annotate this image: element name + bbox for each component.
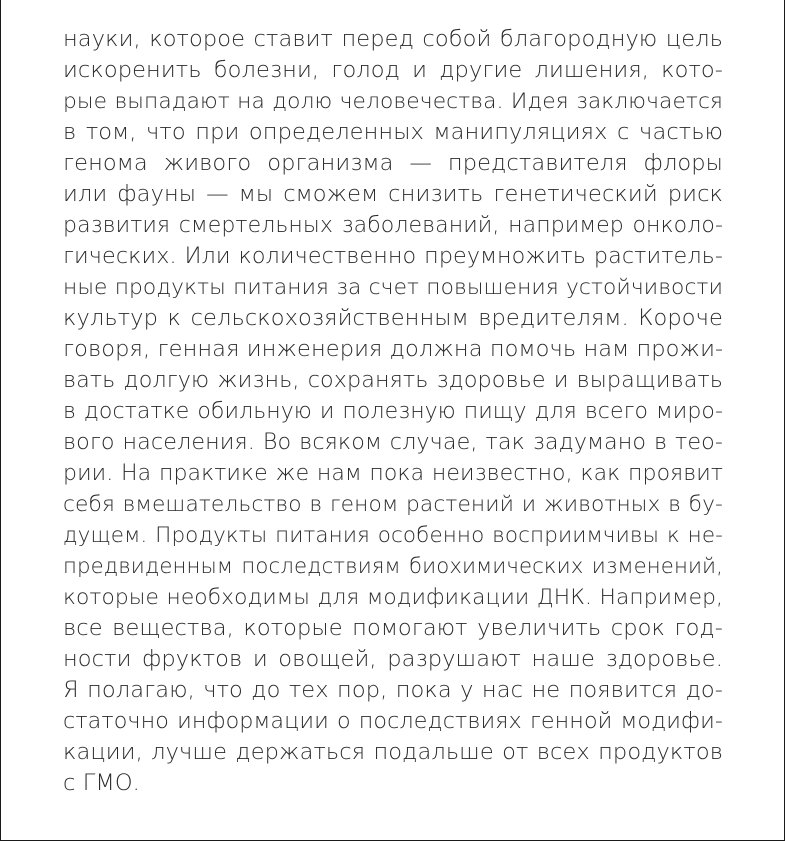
text-line: кации, лучше держаться подальше от всех продуктов xyxy=(63,739,723,765)
text-line: ные продукты питания за счет повышения устойчивости xyxy=(63,275,723,300)
text-line: говоря, генная инженерия должна помочь нам прожи- xyxy=(63,336,724,362)
text-line: все вещества, которые помогают увеличить срок год- xyxy=(63,615,723,641)
body-paragraph xyxy=(63,24,723,799)
text-line: себя вмешательство в геном растений и животных в бу- xyxy=(63,492,723,517)
text-line: рые выпадают на долю человечества. Идея заключается xyxy=(63,89,723,114)
text-line: Я полагаю, что до тех пор, пока у нас не появится до- xyxy=(63,677,723,703)
text-line: развития смертельных заболеваний, например онколо- xyxy=(63,213,723,238)
text-line: в достатке обильную и полезную пищу для всего миро- xyxy=(63,399,723,424)
text-line: с ГМО. xyxy=(63,770,140,796)
text-line: которые необходимы для модификации ДНК. Например, xyxy=(63,585,723,610)
text-line: дущем. Продукты питания особенно восприимчивы к не- xyxy=(63,523,723,548)
text-line: или фауны — мы сможем снизить генетический риск xyxy=(63,181,723,207)
text-line: науки, которое ставит перед собой благородную цель xyxy=(63,26,723,52)
text-line: в том, что при определенных манипуляциях с частью xyxy=(63,119,723,145)
text-line: гических. Или количественно преумножить раститель- xyxy=(63,243,723,269)
text-line: вого населения. Во всяком случае, так задумано в тео- xyxy=(63,429,723,455)
text-line: генома живого организма — представителя флоры xyxy=(63,150,723,176)
text-line: статочно информации о последствиях генной модифи- xyxy=(63,708,723,734)
text-line: искоренить болезни, голод и другие лишения, кото- xyxy=(63,57,723,83)
text-line: предвиденным последствиям биохимических изменений, xyxy=(63,554,723,579)
text-line: ности фруктов и овощей, разрушают наше здоровье. xyxy=(63,646,723,672)
text-line: рии. На практике же нам пока неизвестно, как проявит xyxy=(63,461,723,486)
text-line: культур к сельскохозяйственным вредителям. Короче xyxy=(63,305,723,331)
text-line: вать долгую жизнь, сохранять здоровье и выращивать xyxy=(63,367,723,393)
